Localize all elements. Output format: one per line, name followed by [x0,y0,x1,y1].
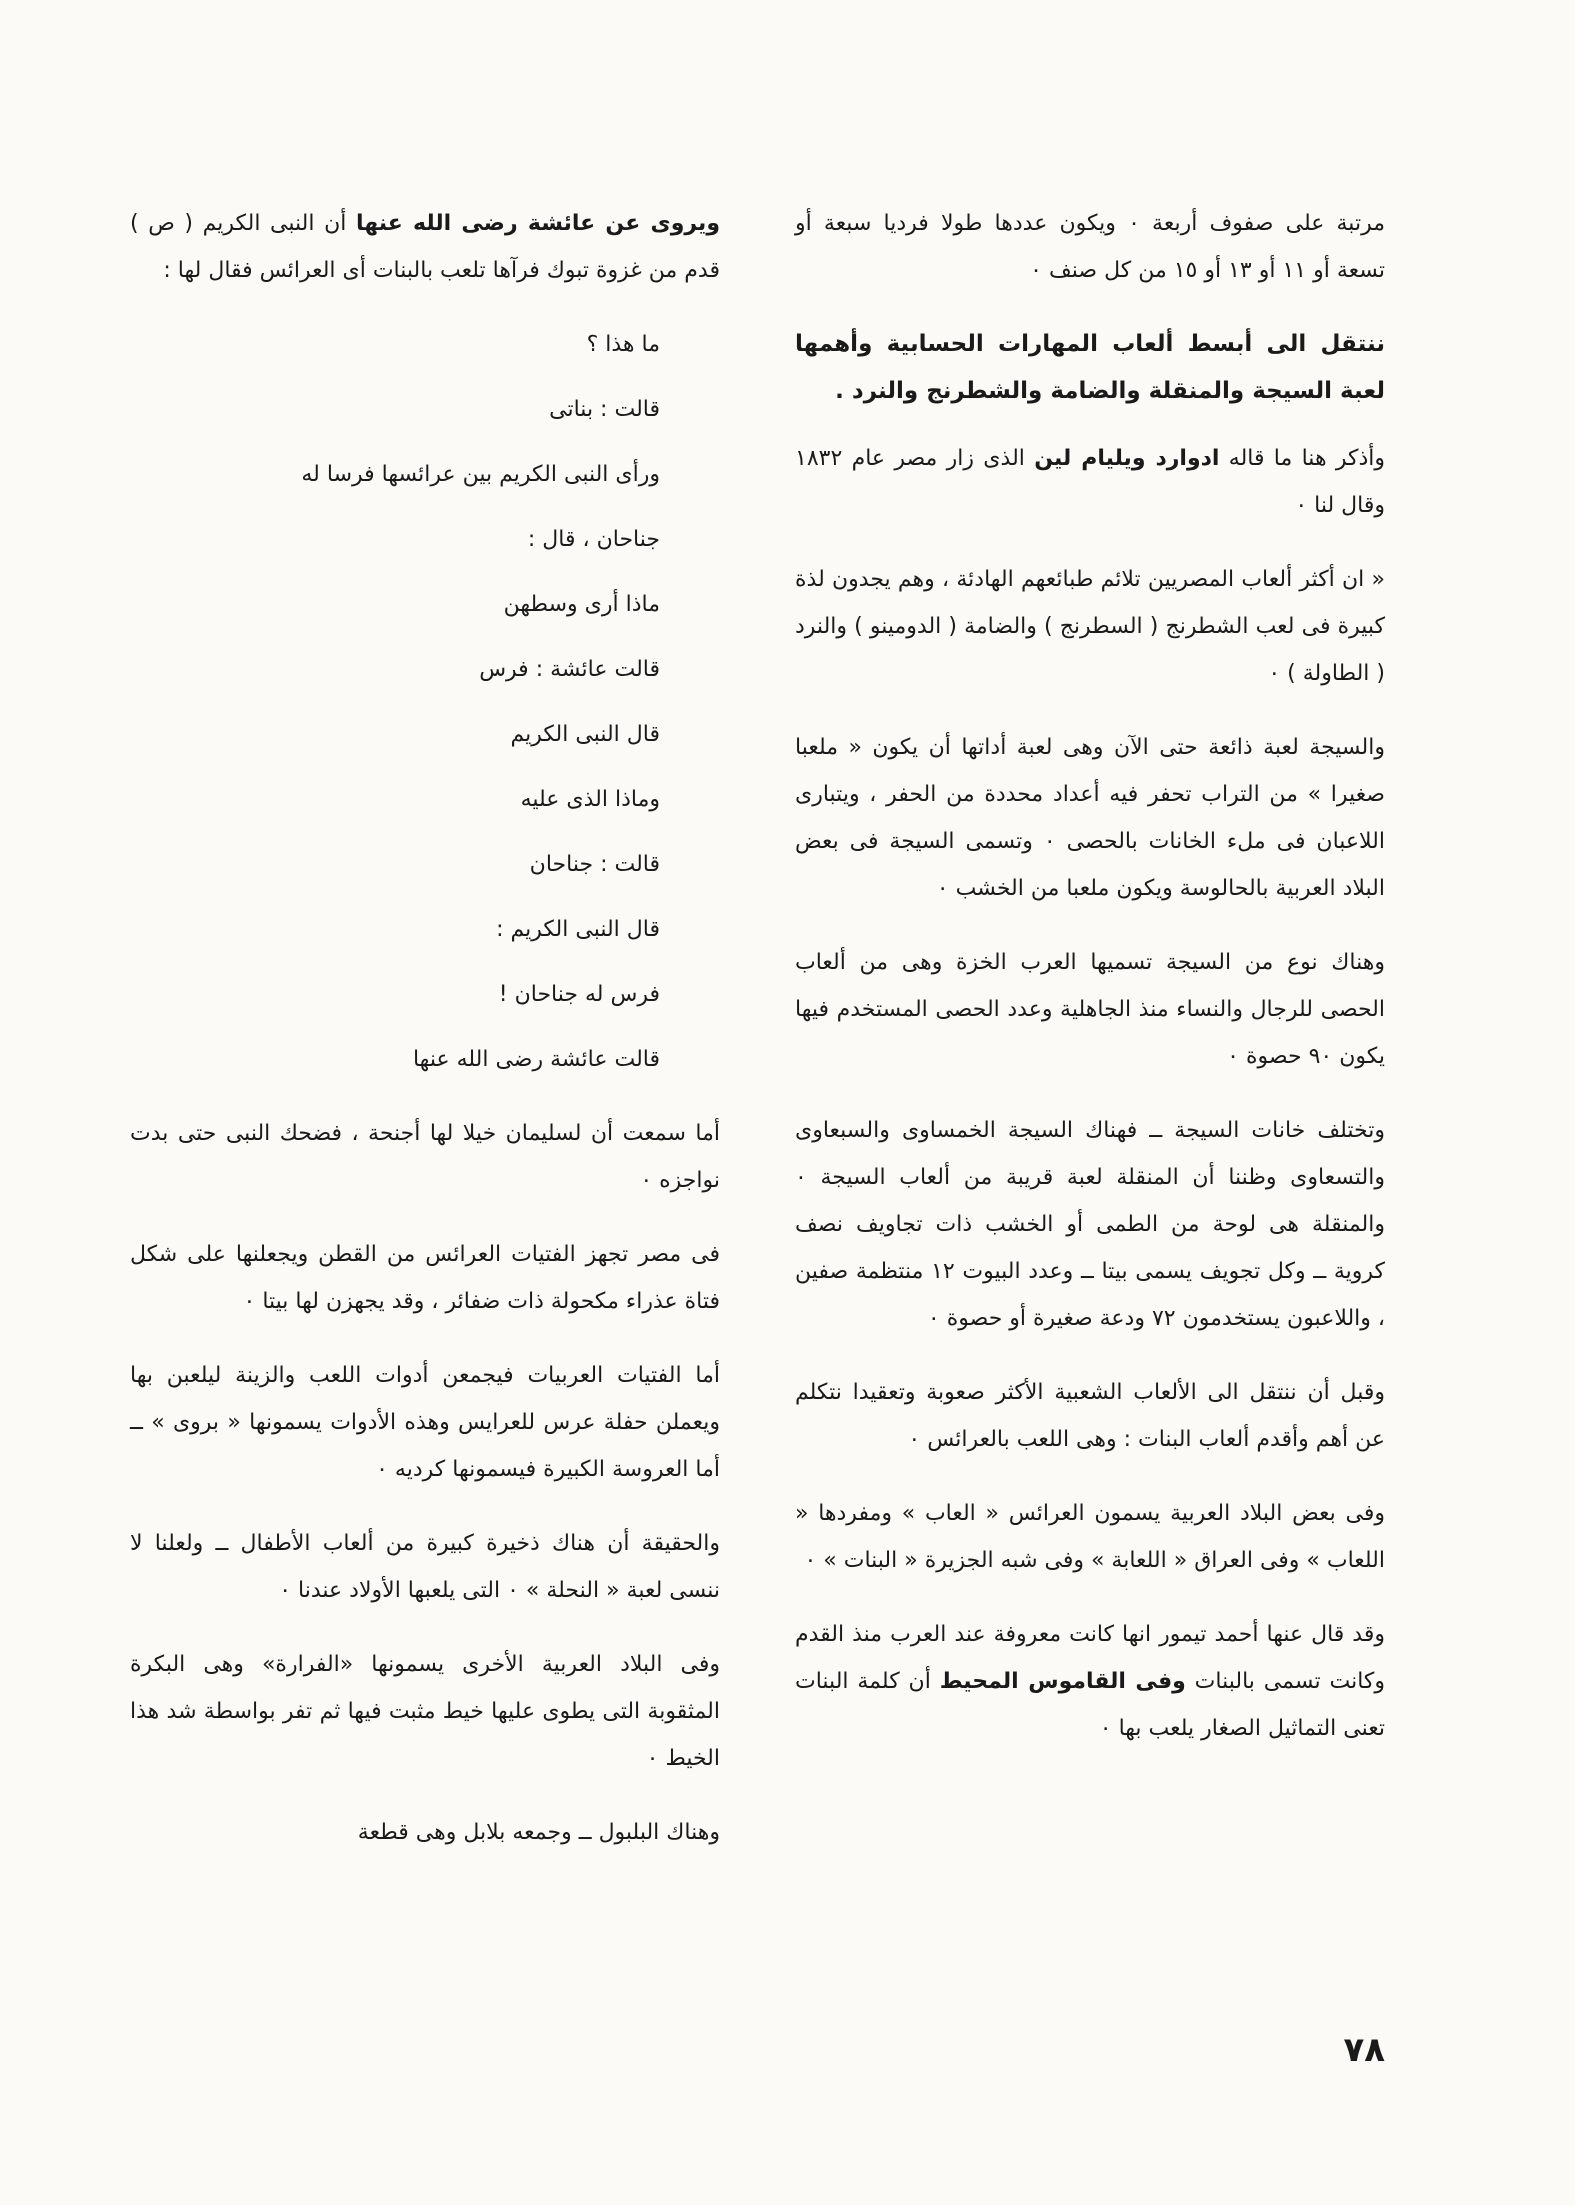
dialogue-line: جناحان ، قال : [527,527,660,552]
text-span: أن كلمة البنات تعنى التماثيل الصغار يلعب بها ٠ [795,1669,1385,1741]
text-span: أن النبى الكريم ( ص ) قدم من غزوة تبوك فرآها تلعب بالبنات أى العرائس فقال لها : [130,211,720,283]
paragraph [795,1611,1385,1752]
paragraph [795,435,1385,529]
dialogue-line: ماذا أرى وسطهن [503,592,660,617]
paragraph: وفى بعض البلاد العربية يسمون العرائس « العاب » ومفردها « اللعاب » وفى العراق « اللعابة » وفى شبه الجزيرة « البنات » ٠ [795,1501,1385,1573]
text-span: وأذكر هنا ما قاله [1228,446,1385,471]
paragraph: وتختلف خانات السيجة ــ فهناك السيجة الخمساوى والسبعاوى والتسعاوى وظننا أن المنقلة لعبة قريبة من ألعاب السيجة ٠ والمنقلة هى لوحة من الطمى أو الخشب ذات تجاويف نصف كروية ــ وكل تجويف يسمى بيتا ــ وعدد البيوت ١٢ منتظمة صفين ، واللاعبون يستخدمون ٧٢ ودعة صغيرة أو حصوة ٠ [795,1118,1385,1331]
dialogue-line: قالت عائشة رضى الله عنها [412,1047,660,1072]
dialogue-line: ورأى النبى الكريم بين عرائسها فرسا له [301,462,660,487]
dialogue-line: قالت عائشة : فرس [479,657,660,682]
paragraph: وهناك نوع من السيجة تسميها العرب الخزة وهى من ألعاب الحصى للرجال والنساء منذ الجاهلية وعدد الحصى المستخدم فيها يكون ٩٠ حصوة ٠ [795,950,1385,1069]
paragraph: مرتبة على صفوف أربعة ٠ ويكون عددها طولا فرديا سبعة أو تسعة أو ١١ أو ١٣ أو ١٥ من كل صنف ٠ [795,211,1385,283]
text-span: الذى زار مصر عام ١٨٣٢ وقال لنا ٠ [795,446,1385,518]
paragraph: أما سمعت أن لسليمان خيلا لها أجنحة ، فضحك النبى حتى بدت نواجزه ٠ [130,1121,720,1193]
paragraph: وقبل أن ننتقل الى الألعاب الشعبية الأكثر صعوبة وتعقيدا نتكلم عن أهم وأقدم ألعاب البنات : وهى اللعب بالعرائس ٠ [795,1380,1385,1452]
paragraph: فى مصر تجهز الفتيات العرائس من القطن ويجعلنها على شكل فتاة عذراء مكحولة ذات ضفائر ، وقد يجهزن لها بيتا ٠ [130,1242,720,1314]
left-column [130,200,720,1883]
page-number: ٧٨ [1343,2030,1385,2070]
paragraph: أما الفتيات العربيات فيجمعن أدوات اللعب والزينة ليلعبن بها ويعملن حفلة عرس للعرايس وهذه الأدوات يسمونها « بروى » ــ أما العروسة الكبيرة فيسمونها كرديه ٠ [130,1363,720,1482]
dialogue-line: قالت : جناحان [529,852,660,877]
paragraph: وهناك البلبول ــ وجمعه بلابل وهى قطعة [357,1820,720,1845]
paragraph: وفى البلاد العربية الأخرى يسمونها «الفرارة» وهى البكرة المثقوبة التى يطوى عليها خيط مثبت فيها ثم تفر بواسطة شد هذا الخيط ٠ [130,1652,720,1771]
bold-title: وفى القاموس المحيط [939,1669,1186,1694]
dialogue-line: ما هذا ؟ [586,332,660,357]
dialogue-line: قالت : بناتى [549,397,660,422]
bold-lead: ويروى عن عائشة رضى الله عنها [355,211,720,236]
quote-paragraph: « ان أكثر ألعاب المصريين تلائم طبائعهم الهادئة ، وهم يجدون لذة كبيرة فى لعب الشطرنج ( السطرنج ) والضامة ( الدومينو ) والنرد ( الطاولة ) ٠ [795,567,1385,686]
paragraph [130,200,720,294]
dialogue-block [130,321,720,1083]
dialogue-line: وماذا الذى عليه [520,787,660,812]
dialogue-line: قال النبى الكريم : [496,917,660,942]
dialogue-line: قال النبى الكريم [510,722,660,747]
right-column [795,200,1385,1779]
section-heading: ننتقل الى أبسط ألعاب المهارات الحسابية وأهمها لعبة السيجة والمنقلة والضامة والشطرنج والنرد . [795,331,1385,404]
paragraph: والحقيقة أن هناك ذخيرة كبيرة من ألعاب الأطفال ــ ولعلنا لا ننسى لعبة « النحلة » ٠ التى يلعبها الأولاد عندنا ٠ [130,1531,720,1603]
dialogue-line: فرس له جناحان ! [498,982,660,1007]
paragraph: والسيجة لعبة ذائعة حتى الآن وهى لعبة أداتها أن يكون « ملعبا صغيرا » من التراب تحفر فيه أعداد محددة من الحفر ، ويتبارى اللاعبان فى ملء الخانات بالحصى ٠ وتسمى السيجة فى بعض البلاد العربية بالحالوسة ويكون ملعبا من الخشب ٠ [795,735,1385,901]
bold-name: ادوارد ويليام لين [1034,446,1220,471]
text-span: وقد قال عنها أحمد تيمور انها كانت معروفة عند العرب منذ القدم وكانت تسمى بالبنات [795,1622,1385,1694]
